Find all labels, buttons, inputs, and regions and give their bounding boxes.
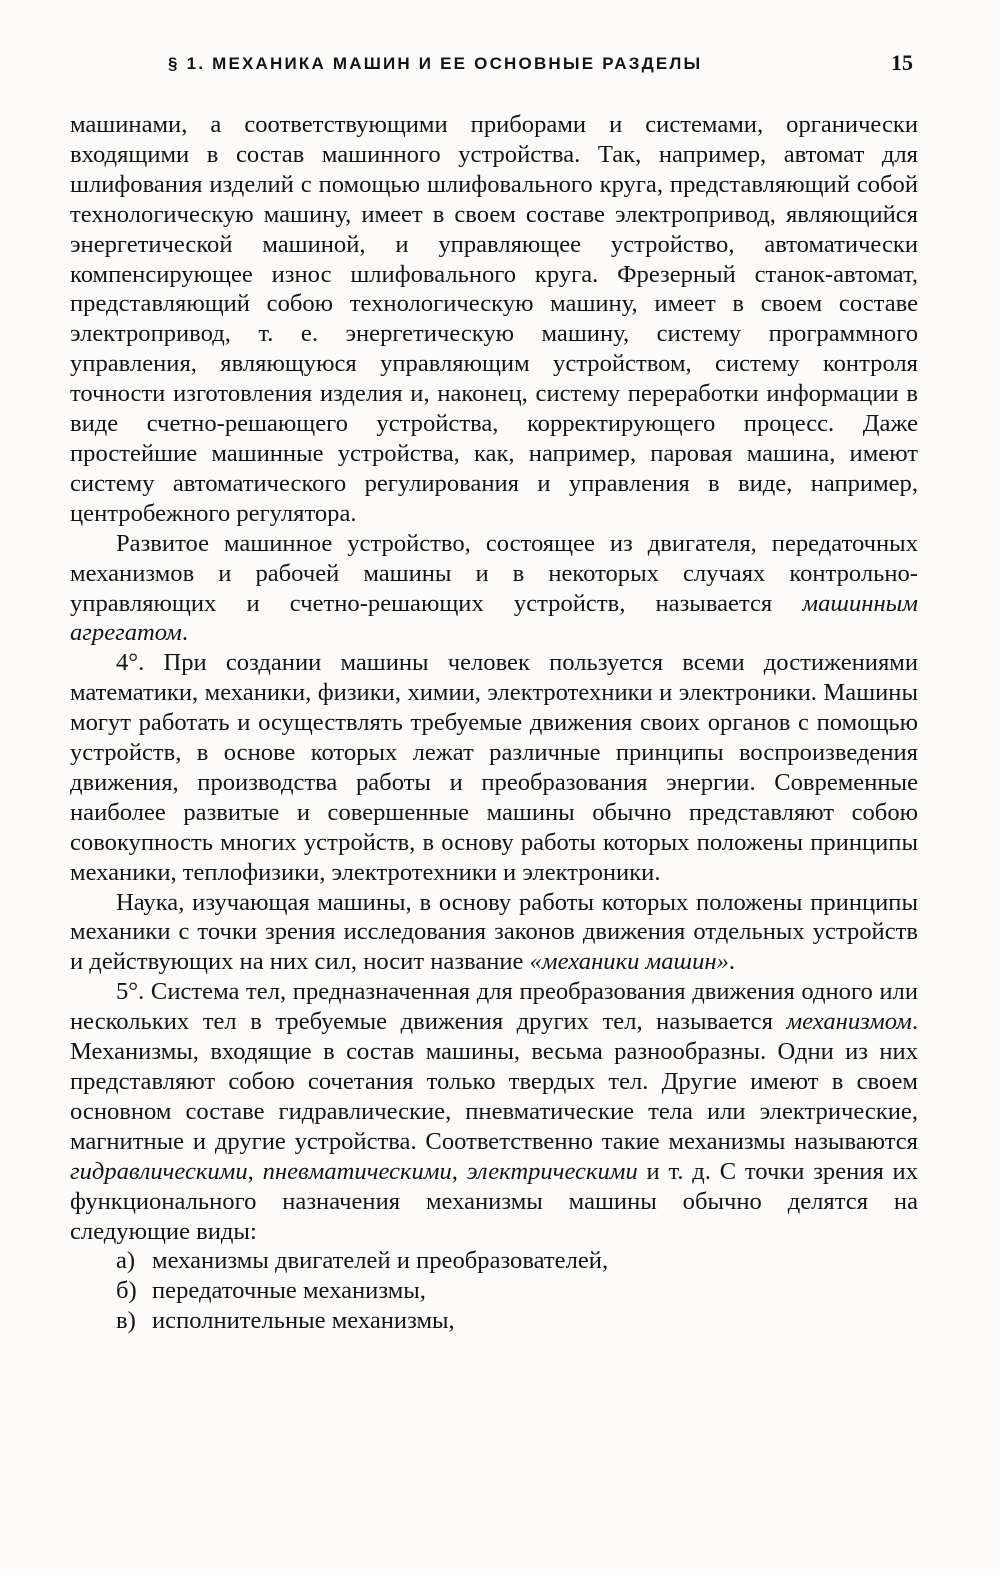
list-item-text: передаточные механизмы, — [152, 1277, 426, 1305]
paragraph-text: 5°. Система тел, предназначенная для преобразования движения одного или нескольких тел в требуемые движения других тел, называется — [70, 978, 918, 1036]
term-machine-aggregate: машинным агрегатом — [70, 589, 918, 647]
paragraph-text: . Механизмы, входящие в состав машины, весьма разнообразны. Одни из них представляют собою сочетания только твердых тел. Другие имеют в своем основном составе гидравлические, пневматические тела или электрические, магнитные и другие устройства. Соответственно такие механизмы называются — [70, 1008, 918, 1155]
paragraph-machine-aggregate — [70, 529, 918, 649]
paragraph-end: . — [181, 619, 188, 647]
paragraph-end: . — [728, 948, 736, 976]
list-item — [70, 1276, 918, 1306]
paragraph-mechanics-of-machines — [70, 888, 918, 978]
term-mechanics-of-machines: «механики машин» — [529, 948, 729, 976]
mechanism-types-list — [70, 1246, 918, 1336]
list-marker: в) — [116, 1307, 136, 1335]
list-item-text: исполнительные механизмы, — [152, 1307, 455, 1335]
page-header — [168, 48, 913, 82]
term-mechanism: механизмом — [786, 1008, 912, 1036]
list-item — [70, 1306, 918, 1336]
paragraph-text: Наука, изучающая машины, в основу работы которых положены принципы механики с точки зрения исследования законов движения отдельных устройств и действующих на них сил, носит название — [70, 888, 918, 976]
paragraph-text: Развитое машинное устройство, состоящее из двигателя, передаточных механизмов и рабочей машины и в некоторых случаях контрольно-управляющих и счетно-решающих устройств, называется — [70, 529, 918, 617]
term-electric: электрическими — [466, 1157, 638, 1185]
paragraph-section-5 — [70, 977, 918, 1246]
paragraph-section-4: 4°. При создании машины человек пользуется всеми достижениями математики, механики, физики, химии, электротехники и электроники. Машины могут работать и осуществлять требуемые движения своих органов с помощью устройств, в основе которых лежат различные принципы воспроизведения движения, производства работы и преобразования энергии. Современные наиболее развитые и совершенные машины обычно представляют собою совокупность многих устройств, в основу работы которых положены принципы механики, теплофизики, электротехники и электроники. — [70, 649, 918, 886]
list-marker: а) — [116, 1247, 136, 1275]
list-item-text: механизмы двигателей и преобразователей, — [152, 1247, 609, 1275]
separator: , — [247, 1157, 263, 1185]
body-text — [70, 110, 918, 1336]
term-hydraulic: гидравлическими — [70, 1157, 248, 1185]
list-marker: б) — [116, 1277, 137, 1305]
running-head: § 1. МЕХАНИКА МАШИН И ЕЕ ОСНОВНЫЕ РАЗДЕЛЫ — [168, 54, 703, 73]
page-number: 15 — [891, 50, 913, 75]
term-pneumatic: пневматическими — [262, 1157, 452, 1185]
list-item — [70, 1246, 918, 1276]
paragraph-continuation: машинами, а соответствующими приборами и системами, органически входящими в состав машинного устройства. Так, например, автомат для шлифования изделий с помощью шлифовального круга, представляющий собой технологическую машину, имеет в своем составе электропривод, являющийся энергетической машиной, и управляющее устройство, автоматически компенсирующее износ шлифовального круга. Фрезерный станок-автомат, представляющий собою технологическую машину, имеет в своем составе электропривод, т. е. энергетическую машину, систему программного управления, являющуюся управляющим устройством, систему контроля точности изготовления изделия и, наконец, систему переработки информации в виде счетно-решающего устройства, корректирующего процесс. Даже простейшие машинные устройства, как, например, паровая машина, имеют систему автоматического регулирования и управления в виде, например, центробежного регулятора. — [70, 111, 918, 527]
separator: , — [451, 1157, 467, 1185]
paragraph-text: и т. д. С точки зрения их функционального назначения механизмы машины обычно делятся на следующие виды: — [70, 1157, 918, 1245]
